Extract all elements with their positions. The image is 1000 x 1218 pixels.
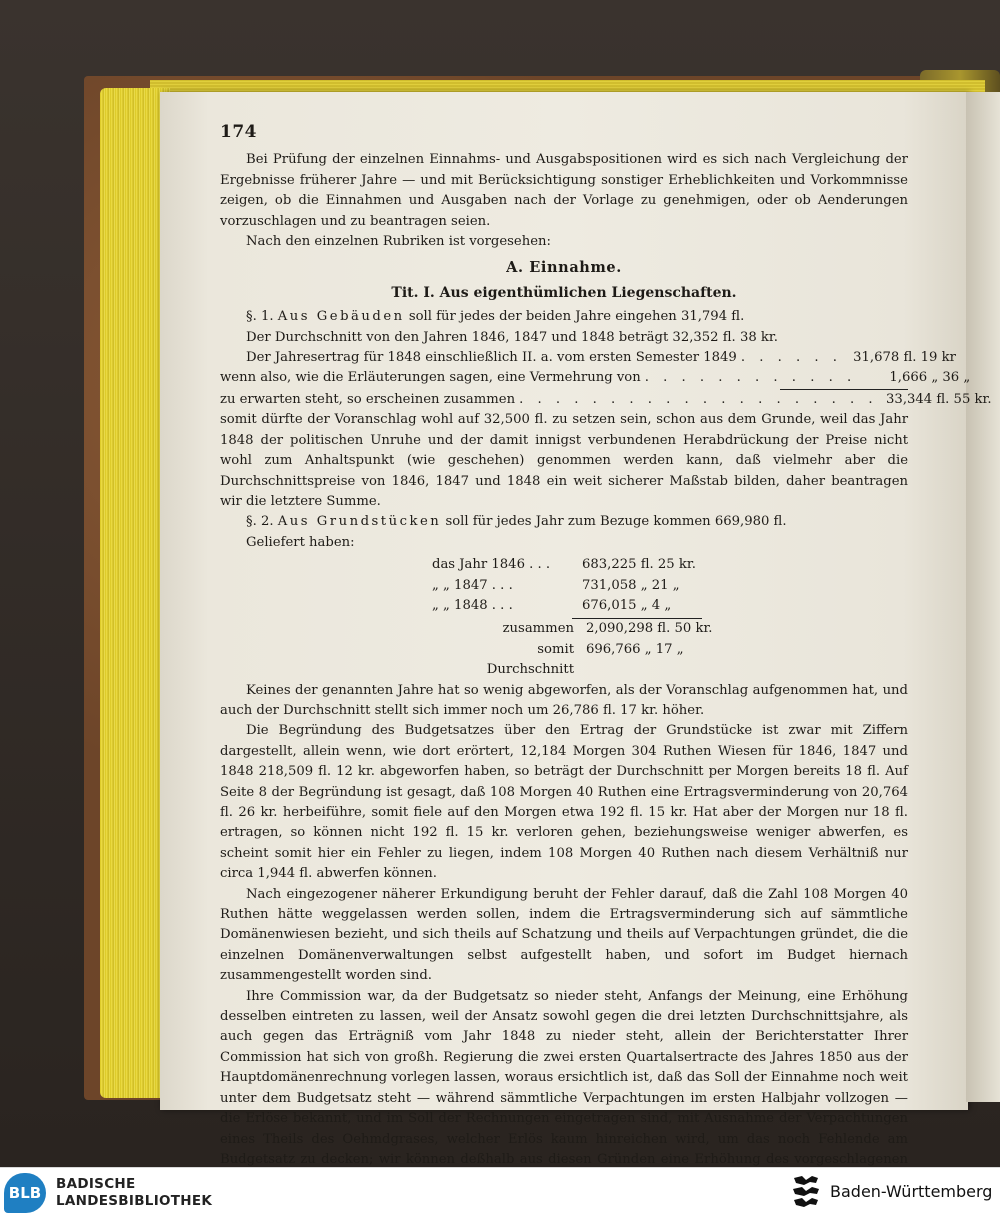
paragraph-s1 — [220, 307, 908, 327]
durchschnitt-line: Der Durchschnitt von den Jahren 1846, 1847 und 1848 beträgt 32,352 fl. 38 kr. — [246, 329, 778, 345]
s2-text: soll für jedes Jahr zum Bezuge kommen 669,980 fl. — [441, 514, 787, 530]
ertrag-row — [220, 348, 956, 368]
body-paragraph: Keines der genannten Jahre hat so wenig abgeworfen, als der Voranschlag aufgenommen hat, und auch der Durchschnitt stellt sich immer noch um 26,786 fl. 17 kr. höher. — [220, 682, 908, 718]
s1-number: §. 1. — [246, 309, 278, 325]
s1-text: soll für jedes der beiden Jahre eingehen 31,794 fl. — [404, 309, 745, 325]
durchschnitt-label: somit Durchschnitt — [486, 641, 574, 678]
year-label: „ „ 1847 . . . — [432, 577, 513, 593]
year-row — [432, 576, 702, 596]
vermehrung-amount: 1,666 „ 36 „ — [889, 370, 971, 386]
lions-coat-of-arms-icon — [790, 1174, 822, 1212]
geliefert-line: Geliefert haben: — [246, 534, 355, 550]
state-name[interactable]: Baden-Württemberg — [830, 1182, 993, 1201]
s2-number: §. 2. — [246, 514, 278, 530]
durchschnitt-value: 696,766 „ 17 „ — [586, 641, 684, 657]
body-paragraph: Nach eingezogener näherer Erkundigung beruht der Fehler darauf, daß die Zahl 108 Morgen 40 Ruthen hätte weggelassen werden sollen, indem die Ertragsverminderung sich auf sämmtliche Domänenwiesen bezieht, und sich theils auf Schatzung und theils auf Verpachtungen gründet, die die einzelnen Domänenverwaltungen selbst aufgestellt haben, und sofort im Budget hiernach zusammengestellt worden sind. — [220, 886, 908, 984]
year-row — [432, 555, 702, 575]
library-name-line2: LANDESBIBLIOTHEK — [56, 1193, 213, 1209]
page-top-edge — [150, 80, 985, 92]
intro-paragraph: Bei Prüfung der einzelnen Einnahms- und Ausgabspositionen wird es sich nach Vergleichung der Ergebnisse früherer Jahre — und mit Berücksichtigung sonstiger Erheblichkeiten und Vorkommnisse zeigen, ob die Einnahmen und Ausgaben nach der Vorlage zu genehmigen, oder ob Aenderungen vorzuschlagen und zu beantragen seien. — [220, 152, 908, 229]
page-gutter — [966, 92, 1000, 1102]
zusammen-row — [220, 390, 992, 410]
library-name-line1: BADISCHE — [56, 1176, 136, 1192]
page-number: 174 — [220, 122, 257, 142]
intro-rubriken: Nach den einzelnen Rubriken ist vorgesehen: — [246, 234, 551, 250]
footer-bar — [0, 1167, 1000, 1218]
year-row — [432, 596, 702, 616]
title-heading: Tit. I. Aus eigenthümlichen Liegenschaften. — [391, 284, 737, 301]
blb-logo[interactable]: BLB — [4, 1173, 46, 1213]
body-paragraph: Die Begründung des Budgetsatzes über den Ertrag der Grundstücke ist zwar mit Ziffern dargestellt, allein wenn, wie dort erörtert, 12,184 Morgen 304 Ruthen Wiesen für 1846, 1847 und 1848 218,509 fl. 12 kr. abgeworfen haben, so beträgt der Durchschnitt per Morgen bereits 18 fl. Auf Seite 8 der Begründung ist gesagt, daß 108 Morgen 40 Ruthen eine Ertragsverminderung von 20,764 fl. 26 kr. herbeiführe, somit fiele auf den Morgen etwa 192 fl. 15 kr. Hat aber der Morgen nur 18 fl. ertragen, so können nicht 192 fl. 15 kr. verloren gehen, beziehungsweise weniger abwerfen, es scheint somit hier ein Fehler zu liegen, indem 108 Morgen 40 Ruthen nach diesem Verhältniß nur circa 1,944 fl. abwerfen können. — [220, 723, 908, 882]
year-label: „ „ 1848 . . . — [432, 597, 513, 613]
zusammen-value: 2,090,298 fl. 50 kr. — [586, 621, 713, 637]
average-row — [460, 640, 760, 681]
years-totals — [460, 619, 760, 680]
paragraph-s2 — [220, 512, 908, 532]
vermehrung-dots: . . . . . . . . . . . . — [644, 370, 857, 386]
total-row — [460, 619, 760, 639]
ertrag-dots: . . . . . . — [740, 350, 842, 366]
s2-title: Aus Grundstücken — [277, 514, 442, 530]
page-text — [220, 122, 992, 1191]
somit-paragraph: somit dürfte der Voranschlag wohl auf 32,500 fl. zu setzen sein, schon aus dem Grunde, weil das Jahr 1848 der politischen Unruhe und der damit innigst verbundenen Herabdrückung der Preise nicht wohl zum Anhaltspunkt (wie geschehen) genommen werden kann, daß vielmehr aber die Durchschnittspreise von 1846, 1847 und 1848 ein weit sicherer Maßstab bilden, daher beantragen wir die letztere Summe. — [220, 412, 908, 509]
library-name[interactable] — [56, 1176, 212, 1210]
ertrag-amount: 31,678 fl. 19 kr — [853, 350, 956, 366]
year-value: 731,058 „ 21 „ — [582, 577, 680, 593]
s1-title: Aus Gebäuden — [277, 309, 405, 325]
section-heading: A. Einnahme. — [506, 259, 622, 277]
year-value: 676,015 „ 4 „ — [582, 597, 672, 613]
zusammen-row-amount: 33,344 fl. 55 kr. — [886, 391, 992, 407]
body-paragraph: Ihre Commission war, da der Budgetsatz so nieder steht, Anfangs der Meinung, eine Erhöhung desselben eintreten zu lassen, weil der Ansatz sowohl gegen die drei letzten Durchschnittsjahre, als auch gegen das Erträgniß vom Jahr 1848 zu nieder steht, allein der Berichterstatter Ihrer Commission hat sich von großh. Regierung die zwei ersten Quartalsertracte des Jahres 1850 aus der Hauptdomänenrechnung vorlegen lassen, woraus ersichtlich ist, daß das Soll der Einnahme noch weit unter dem Budgetsatz steht — während sämmtliche Verpachtungen im ersten Halbjahr vollzogen — die Erlöse bekannt, und im Soll der Rechnungen eingetragen sind, mit Ausnahme der Verpachtungen eines Theils des Oehmdgrases, welcher Erlös kaum hinreichen wird, um das noch Fehlende am Budgetsatz zu decken; wir können deßhalb aus diesen Gründen eine Erhöhung des vorgeschlagenen — [220, 988, 908, 1167]
year-label: das Jahr 1846 . . . — [432, 557, 551, 573]
year-value: 683,225 fl. 25 kr. — [582, 557, 696, 573]
years-table — [432, 555, 702, 616]
vermehrung-label: wenn also, wie die Erläuterungen sagen, eine Vermehrung von — [220, 370, 641, 386]
vermehrung-row — [220, 368, 971, 388]
ertrag-label: Der Jahresertrag für 1848 einschließlich II. a. vom ersten Semester 1849 — [246, 350, 737, 366]
zusammen-row-dots: . . . . . . . . . . . . . . . . . . . . — [519, 391, 878, 407]
zusammen-label: zusammen — [502, 621, 574, 637]
zusammen-row-label: zu erwarten steht, so erscheinen zusammen — [220, 391, 516, 407]
